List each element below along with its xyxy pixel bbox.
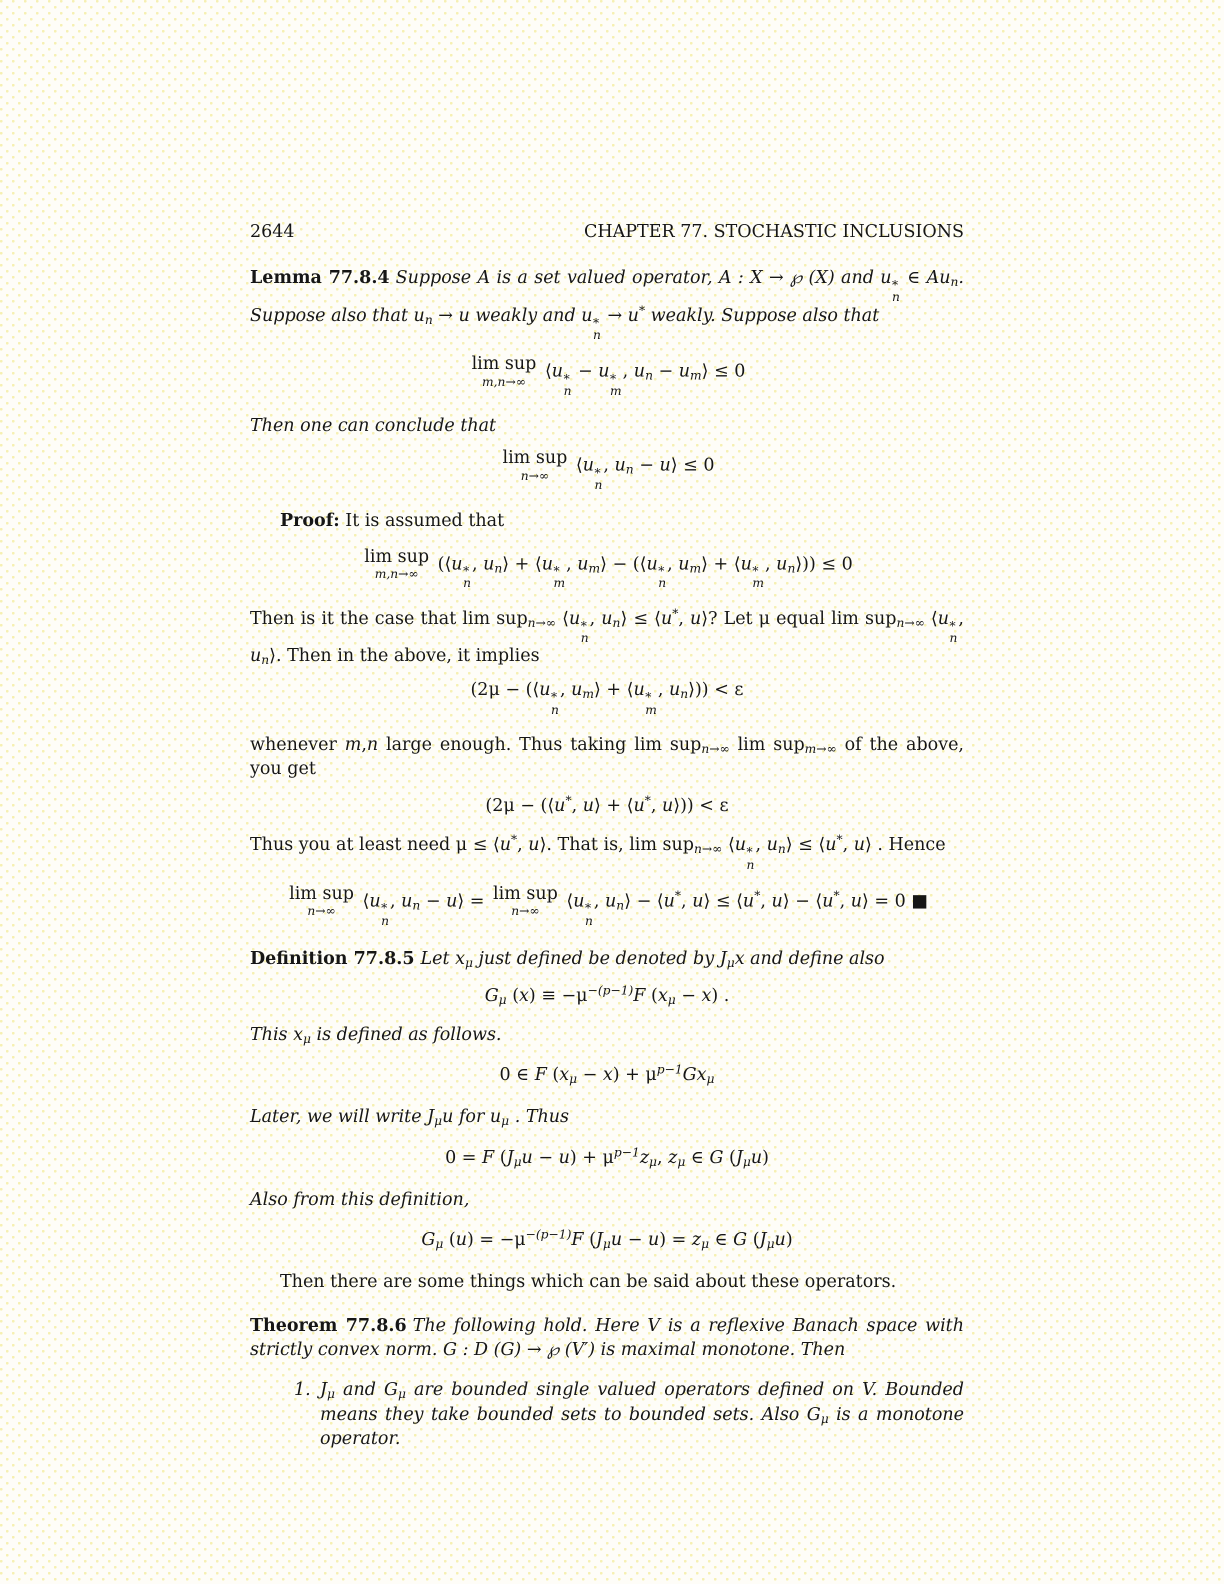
- theorem-body: The following hold. Here V is a reflexive Banach space with strictly convex norm. G : D (G) → ℘ (V′) is maximal monotone. Then: [250, 1316, 964, 1361]
- proof-paragraph-1: Then is it the case that lim sup$_{n\to\infty}$ ⟨u * n , $u_n⟩$ ≤ ⟨u*, u⟩? Let μ equal lim sup$_{n\to\infty}$ ⟨u * n , $u_n⟩$. Then in the above, it implies: [250, 605, 964, 668]
- proof-intro-paragraph: [250, 509, 964, 533]
- proof-paragraph-2: whenever m,n large enough. Thus taking lim sup$_{n\to\infty}$ lim sup$_{m\to\infty}$ of the above, you get: [250, 734, 964, 780]
- theorem-label: Theorem 77.8.6: [250, 1316, 407, 1337]
- definition-paragraph: [250, 947, 964, 971]
- proof-label: Proof:: [280, 511, 340, 532]
- theorem-list-item-1: [294, 1378, 964, 1450]
- equation-epsilon-limit: (2μ − (⟨u*, u⟩ + ⟨u*, u⟩)) < ε: [485, 793, 729, 817]
- lemma-label: Lemma 77.8.4: [250, 268, 390, 288]
- list-item-marker: 1.: [294, 1380, 311, 1401]
- chapter-title: CHAPTER 77. STOCHASTIC INCLUSIONS: [583, 222, 964, 242]
- equation-G-mu-u: $G_\mu$ $(u) = -\mu^{-(p-1)}F$ $(J_\mu u - u) = z_\mu$ ∈ G $(J_\mu u)$: [421, 1227, 793, 1251]
- theorem-paragraph: [250, 1314, 964, 1362]
- transition-paragraph: Then there are some things which can be said about these operators.: [280, 1272, 897, 1293]
- definition-body: Let $x_\mu$ just defined be denoted by $J_\mu x$ and define also: [420, 948, 885, 971]
- page-number: 2644: [250, 222, 295, 242]
- page-content: [250, 266, 964, 1451]
- proof-intro-text: It is assumed that: [345, 511, 505, 532]
- equation-lemma-conclusion: lim sup n→∞ ⟨u * n , $u_n$ − u⟩ ≤ 0: [502, 448, 715, 493]
- equation-assumed: lim sup m,n→∞ (⟨u * n , $u_n⟩$ + ⟨u * m , $u_m⟩$ − (⟨u * n , $u_m⟩$ + ⟨u * m , $u_n⟩)) \le 0$: [364, 546, 853, 591]
- definition-this-x: This $x_\mu$ is defined as follows.: [250, 1025, 502, 1047]
- definition-label: Definition 77.8.5: [250, 948, 415, 969]
- list-item-text: $J_\mu$ and $G_\mu$ are bounded single valued operators defined on V. Bounded means they take bounded sets to bounded sets. Also $G_\mu$ is a monotone operator.: [320, 1380, 964, 1449]
- equation-lemma-hypothesis: lim sup m,n→∞ ⟨u * n − u * m , $u_n$ − $u_m⟩ \le 0$: [471, 354, 746, 398]
- page-header: [250, 222, 964, 242]
- definition-also: Also from this definition,: [250, 1189, 470, 1210]
- lemma-conclude-text: Then one can conclude that: [250, 416, 497, 437]
- equation-zero-F: 0 = F $(J_\mu u - u) + \mu^{p-1}z_\mu$, $z_\mu$ ∈ G $(J_\mu u)$: [445, 1144, 769, 1169]
- proof-paragraph-3: Thus you at least need μ ≤ ⟨u*, u⟩. That is, lim sup$_{n\to\infty}$ ⟨u * n , $u_n⟩$ ≤ ⟨u*, u⟩ . Hence: [250, 832, 946, 872]
- lemma-body: Suppose A is a set valued operator, A : X → ℘ (X) and u * n ∈ $Au_n$. Suppose also that $u_n \to u$ weakly and u * n → u* weakly. Suppose also that: [250, 268, 964, 342]
- equation-proof-final: lim sup n→∞ ⟨u * n , $u_n$ − u⟩ = lim sup n→∞ ⟨u * n , $u_n⟩$ − ⟨u*, u⟩ ≤ ⟨u*, u⟩ − ⟨u*, u⟩ = 0 ■: [289, 883, 928, 928]
- lemma-paragraph: [250, 266, 964, 341]
- equation-epsilon-nm: (2μ − (⟨u * n , $u_m⟩$ + ⟨u * m , $u_n⟩)) < \varepsilon$: [470, 680, 744, 717]
- equation-inclusion: 0 ∈ F $(x_\mu - x) + \mu^{p-1}Gx_\mu$: [499, 1062, 715, 1087]
- equation-G-mu-x: $G_\mu$ $(x) \equiv -\mu^{-(p-1)}F$ $(x_\mu - x)$ .: [484, 983, 730, 1008]
- definition-later: Later, we will write $J_\mu u$ for $u_\mu$ . Thus: [250, 1107, 570, 1129]
